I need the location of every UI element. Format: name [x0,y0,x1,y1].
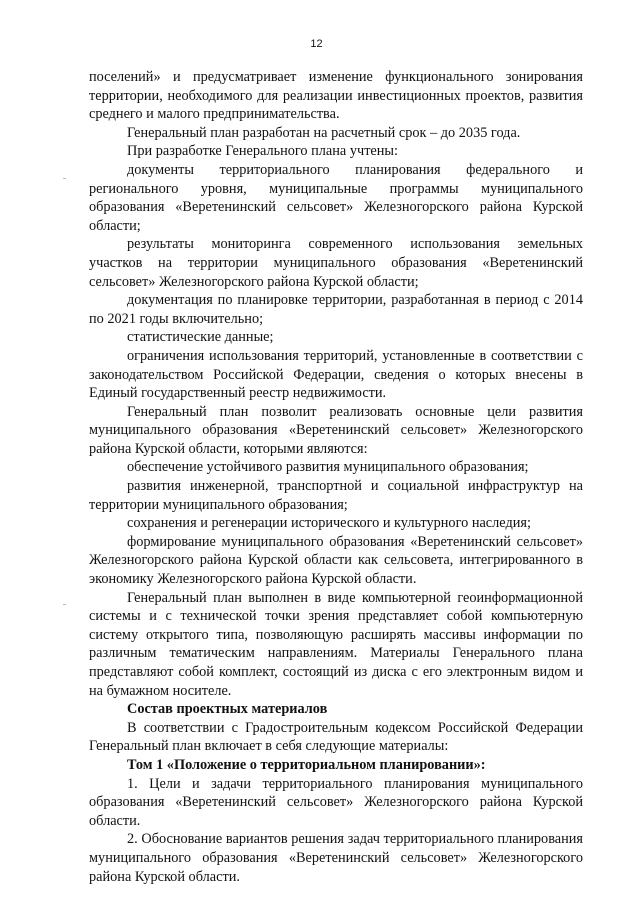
paragraph: В соответствии с Градостроительным кодексом Российской Федерации Генеральный план включает в себя следующие материалы: [89,719,583,755]
paragraph: ограничения использования территорий, установленные в соответствии с законодательством Российской Федерации, сведения о которых внесены в Единый государственный реестр недвижимости. [89,347,583,402]
scan-artifact-mark [63,178,66,179]
paragraph: поселений» и предусматривает изменение функционального зонирования территории, необходимого для реализации инвестиционных проектов, развития среднего и малого предпринимательства. [89,69,583,123]
paragraph: формирование муниципального образования «Веретенинский сельсовет» Железногорского района Курской области как сельсовета, интегрированного в экономику Железногорского района Курской области. [89,533,583,588]
paragraph: развития инженерной, транспортной и социальной инфраструктур на территории муниципального образования; [89,478,583,513]
paragraph: Генеральный план позволит реализовать основные цели развития муниципального образования «Веретенинский сельсовет» Железногорского района Курской области, которыми являются: [89,403,583,457]
page-number: 12 [310,38,323,50]
paragraph: 1. Цели и задачи территориального планирования муниципального образования «Веретенинский сельсовет» Железногорского района Курской области. [89,775,583,829]
section-heading: Состав проектных материалов [127,701,328,718]
paragraph: документы территориального планирования федерального и регионального уровня, муниципальные программы муниципального образования «Веретенинский сельсовет» Железногорского района Курской области; [89,161,583,234]
paragraph: сохранения и регенерации исторического и культурного наследия; [127,515,531,532]
paragraph: При разработке Генерального плана учтены: [127,143,399,160]
paragraph: статистические данные; [127,329,274,346]
section-heading: Том 1 «Положение о территориальном планировании»: [127,756,486,773]
paragraph: документация по планировке территории, разработанная в период с 2014 по 2021 годы включительно; [89,292,583,327]
paragraph: обеспечение устойчивого развития муниципального образования; [127,459,529,476]
body-text [89,68,583,886]
scan-artifact-mark [63,604,66,605]
paragraph: результаты мониторинга современного использования земельных участков на территории муниципального образования «Веретенинский сельсовет» Железногорского района Курской области; [89,236,583,290]
paragraph: Генеральный план разработан на расчетный срок – до 2035 года. [127,124,521,141]
paragraph: 2. Обоснование вариантов решения задач территориального планирования муниципального образования «Веретенинский сельсовет» Железногорского района Курской области. [89,831,583,885]
paragraph: Генеральный план выполнен в виде компьютерной геоинформационной системы и с технической точки зрения представляет собой компьютерную систему открытого типа, позволяющую расширять массивы информации по различным тематическим направлениям. Материалы Генерального плана представляют собой комплект, состоящий из диска с его электронным видом и на бумажном носителе. [89,589,583,699]
